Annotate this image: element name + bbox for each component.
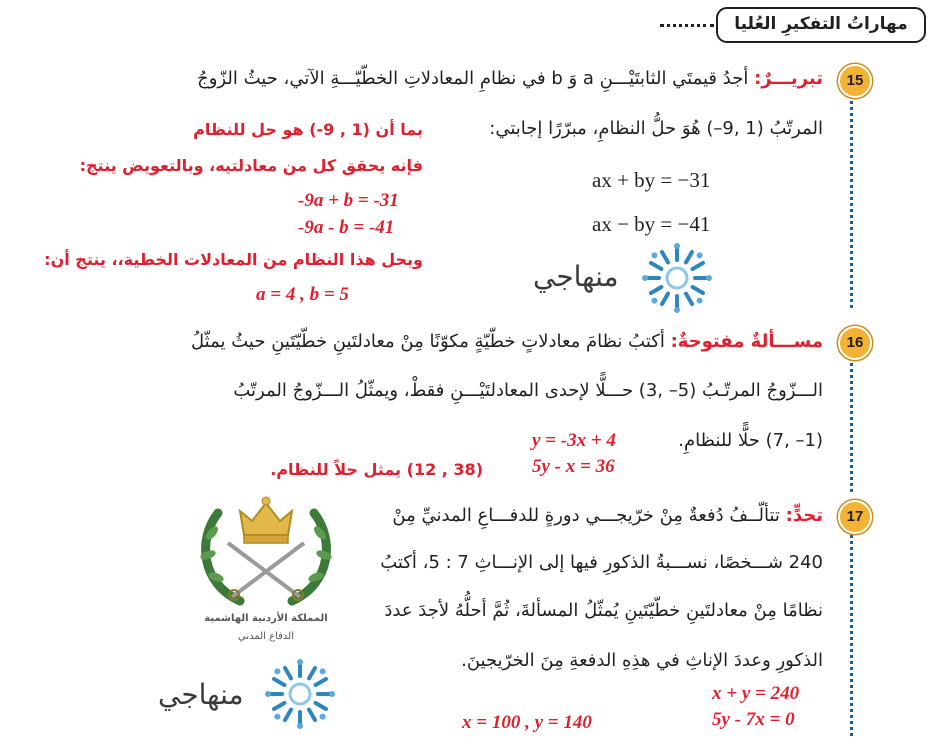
- answer-15-eq1: -9a + b = -31: [298, 190, 399, 211]
- question-16-line2: الـــزّوجُ المرتّـبُ (5– ,3) حـــلًّا لإحدى المعادلتَيْـــنِ فقطْ، ويمثّلُ الـــزّوجُ المرتّبُ: [233, 380, 823, 401]
- guide-line-15: [850, 90, 853, 308]
- question-17-line2: 240 شـــخصًا، نســـبةُ الذكورِ فيها إلى الإنـــاثِ 7 : 5، أكتبُ: [380, 552, 823, 573]
- question-17-text1: تتألّــفُ دُفعةٌ مِنْ خرّيجـــي دورةٍ للدفـــاعِ المدنيِّ مِنْ: [392, 505, 780, 526]
- answer-15-eq2: -9a - b = -41: [298, 217, 395, 238]
- section-title: مهاراتُ التفكيرِ العُليا: [734, 14, 908, 34]
- question-17-tag: تحدٍّ:: [785, 505, 823, 526]
- answer-16-eq1: y = -3x + 4: [532, 430, 616, 451]
- guide-line-16: [850, 352, 853, 492]
- flower-logo-icon: [639, 240, 715, 316]
- header-dots: [660, 24, 714, 29]
- question-number-17: 17: [838, 500, 872, 534]
- question-15-text1: أجدُ قيمتَي الثابتَيْـــنِ a وَ b في نظامِ المعادلاتِ الخطّيّـــةِ الآتي، حيثُ الزّوجُ: [197, 68, 749, 89]
- answer-16-eq2: 5y - x = 36: [532, 456, 615, 477]
- question-16-line1: [191, 331, 823, 352]
- section-header: [716, 7, 926, 43]
- civil-defense-emblem: [188, 493, 344, 663]
- answer-15-line2: فإنه يحقق كل من معادلتيه، وبالتعويض ينتج:: [79, 156, 423, 175]
- brand-logo-text-1: منهاجي: [533, 260, 619, 293]
- answer-15-line1: بما أن (1 , 9-) هو حل للنظام: [193, 120, 423, 139]
- answer-15-result: a = 4 , b = 5: [256, 284, 349, 305]
- question-15-eq2: ax − by = −41: [592, 212, 711, 236]
- answer-17-eq2: 5y - 7x = 0: [712, 709, 795, 730]
- emblem-text-1: المملكة الأردنية الهاشمية: [204, 613, 328, 624]
- question-16-text1: أكتبُ نظامَ معادلاتٍ خطّيّةٍ مكوّنًا مِنْ معادلتَينِ خطّيّتَينِ حيثُ يمثّلُ: [191, 331, 665, 352]
- question-17-line1: [392, 505, 823, 526]
- answer-15-line3: وبحل هذا النظام من المعادلات الخطية،، ينتج أن:: [44, 250, 423, 269]
- answer-16-note: (38 , 12) يمثل حلاً للنظام.: [270, 460, 483, 479]
- question-17-line4: الذكورِ وعددَ الإناثِ في هذِهِ الدفعةِ مِنَ الخرّيجينَ.: [461, 650, 823, 671]
- question-16-tag: مســـألةٌ مفتوحةٌ:: [670, 331, 823, 352]
- question-15-line1: [197, 68, 823, 89]
- question-15-line2: المرتّبُ (1 ,9–) هُوَ حلُّ النظامِ، مبرّرًا إجابتي:: [489, 118, 823, 139]
- crown-wreath-swords-icon: [188, 493, 344, 613]
- question-number-16: 16: [838, 326, 872, 360]
- question-16-line3: (1– ,7) حلًّا للنظامِ.: [678, 430, 823, 451]
- answer-17-eq1: x + y = 240: [712, 683, 800, 704]
- question-15-eq1: ax + by = −31: [592, 168, 711, 192]
- answer-17-result: x = 100 , y = 140: [462, 712, 592, 733]
- question-15-tag: تبريـــرٌ:: [754, 68, 823, 89]
- emblem-text-2: الدفاع المدني: [237, 631, 295, 642]
- flower-logo-icon: [262, 656, 338, 732]
- brand-logo-text-2: منهاجي: [158, 678, 244, 711]
- guide-line-17: [850, 528, 853, 736]
- question-17-line3: نظامًا مِنْ معادلتَينِ خطّيّتَينِ يُمثّلُ المسألةَ، ثُمَّ أحلُّهُ لأجدَ عددَ: [384, 600, 823, 621]
- question-number-15: 15: [838, 64, 872, 98]
